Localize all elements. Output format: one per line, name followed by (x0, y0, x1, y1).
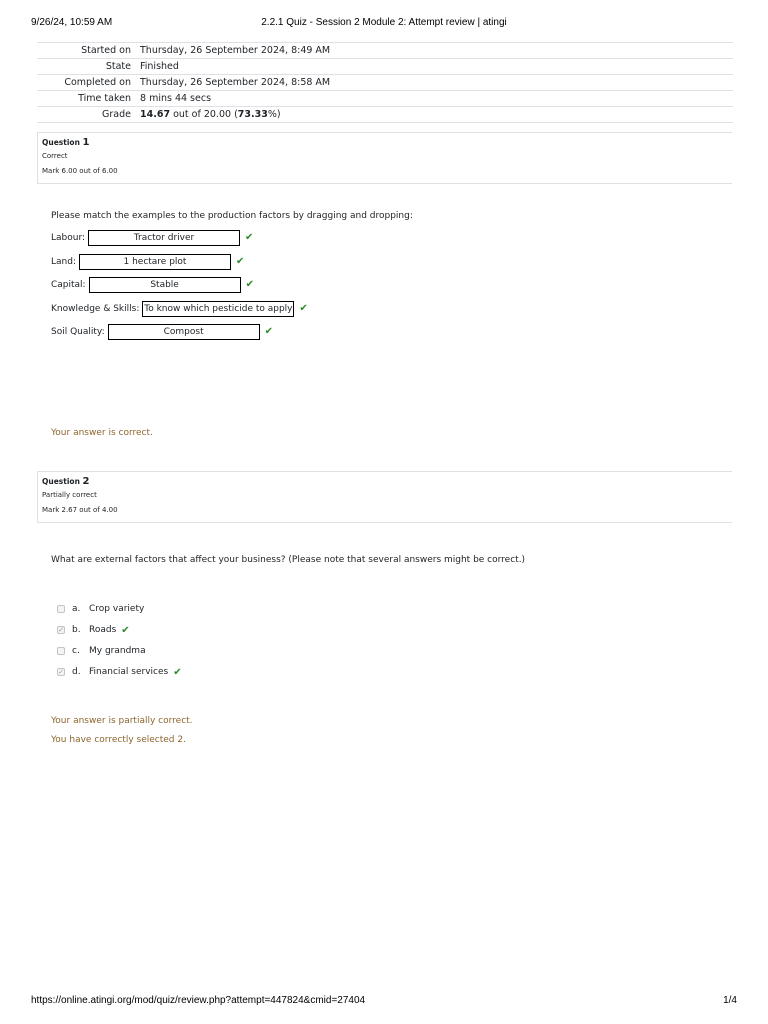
check-icon: ✔ (245, 279, 254, 290)
question-number (42, 476, 732, 487)
option-text: My grandma (89, 646, 146, 656)
option-letter: c. (72, 646, 80, 656)
check-icon: ✔ (299, 303, 308, 314)
summary-value: Thursday, 26 September 2024, 8:58 AM (140, 75, 733, 91)
grade-percent: 73.33 (237, 109, 268, 120)
summary-label: Started on (37, 43, 140, 59)
summary-row-started (37, 43, 733, 59)
summary-row-grade (37, 107, 733, 123)
match-row-soil-quality (51, 323, 273, 340)
question-mark: Mark 6.00 out of 6.00 (42, 167, 118, 175)
option-letter: a. (72, 604, 81, 614)
match-label: Labour: (51, 232, 86, 243)
checkbox-c[interactable] (57, 647, 65, 655)
grade-outof: out of 20.00 ( (173, 109, 238, 120)
grade-close: %) (267, 109, 281, 120)
match-row-knowledge-skills (51, 300, 308, 317)
option-letter: b. (72, 625, 81, 635)
question-state: Partially correct (42, 491, 97, 499)
print-datetime: 9/26/24, 10:59 AM (31, 17, 113, 28)
option-a (57, 602, 144, 616)
summary-value: Finished (140, 59, 733, 75)
question-1-info (37, 132, 732, 184)
check-icon: ✔ (235, 256, 245, 267)
question-1-feedback: Your answer is correct. (51, 428, 153, 438)
drop-zone-knowledge-skills[interactable]: To know which pesticide to apply (142, 301, 294, 317)
check-icon: ✔ (173, 666, 182, 678)
summary-row-time (37, 91, 733, 107)
print-title: 2.2.1 Quiz - Session 2 Module 2: Attempt review | atingi (261, 17, 507, 28)
checkbox-b[interactable]: ✓ (58, 626, 64, 634)
checkbox-d[interactable]: ✓ (58, 668, 64, 676)
summary-label: State (37, 59, 140, 75)
question-state: Correct (42, 152, 68, 160)
summary-row-state (37, 59, 733, 75)
match-label: Knowledge & Skills: (51, 303, 140, 314)
option-text: Roads (89, 625, 117, 635)
drop-zone-labour[interactable]: Tractor driver (88, 230, 240, 246)
question-1-text: Please match the examples to the production factors by dragging and dropping: (51, 211, 413, 221)
option-text: Crop variety (89, 604, 145, 614)
check-icon: ✔ (264, 326, 274, 337)
print-page-number: 1/4 (723, 995, 737, 1006)
question-2-feedback-count: You have correctly selected 2. (51, 735, 186, 745)
question-number-value: 2 (82, 476, 90, 487)
grade-score: 14.67 (140, 109, 171, 120)
check-icon: ✔ (245, 232, 254, 243)
option-text: Financial services (89, 667, 169, 677)
match-row-labour (51, 229, 253, 246)
question-word: Question (42, 138, 80, 147)
drop-zone-capital[interactable]: Stable (89, 277, 241, 293)
summary-value: 8 mins 44 secs (140, 91, 733, 107)
summary-label: Time taken (37, 91, 140, 107)
attempt-summary-table (37, 42, 733, 123)
print-footer (31, 995, 737, 1009)
option-c (57, 644, 146, 658)
match-label: Capital: (51, 279, 86, 290)
drop-zone-soil-quality[interactable]: Compost (108, 324, 260, 340)
match-row-land (51, 253, 244, 270)
option-b (57, 623, 130, 637)
drop-zone-land[interactable]: 1 hectare plot (79, 254, 231, 270)
question-number-value: 1 (82, 137, 90, 148)
question-2-text: What are external factors that affect your business? (Please note that several answers might be correct.) (51, 555, 526, 565)
question-2-feedback: Your answer is partially correct. (51, 716, 193, 726)
match-row-capital (51, 276, 254, 293)
question-2-info (37, 471, 732, 523)
checkbox-a[interactable] (57, 605, 65, 613)
option-letter: d. (72, 667, 81, 677)
check-icon: ✔ (121, 624, 130, 636)
question-word: Question (42, 477, 80, 486)
grade-value (140, 107, 733, 123)
summary-label: Completed on (37, 75, 140, 91)
print-header (31, 17, 737, 31)
question-mark: Mark 2.67 out of 4.00 (42, 506, 118, 514)
print-url: https://online.atingi.org/mod/quiz/review.php?attempt=447824&cmid=27404 (31, 995, 366, 1006)
match-label: Soil Quality: (51, 326, 105, 337)
summary-row-completed (37, 75, 733, 91)
question-number (42, 137, 732, 148)
summary-label: Grade (37, 107, 140, 123)
summary-value: Thursday, 26 September 2024, 8:49 AM (140, 43, 733, 59)
option-d (57, 665, 182, 679)
match-label: Land: (51, 256, 76, 267)
